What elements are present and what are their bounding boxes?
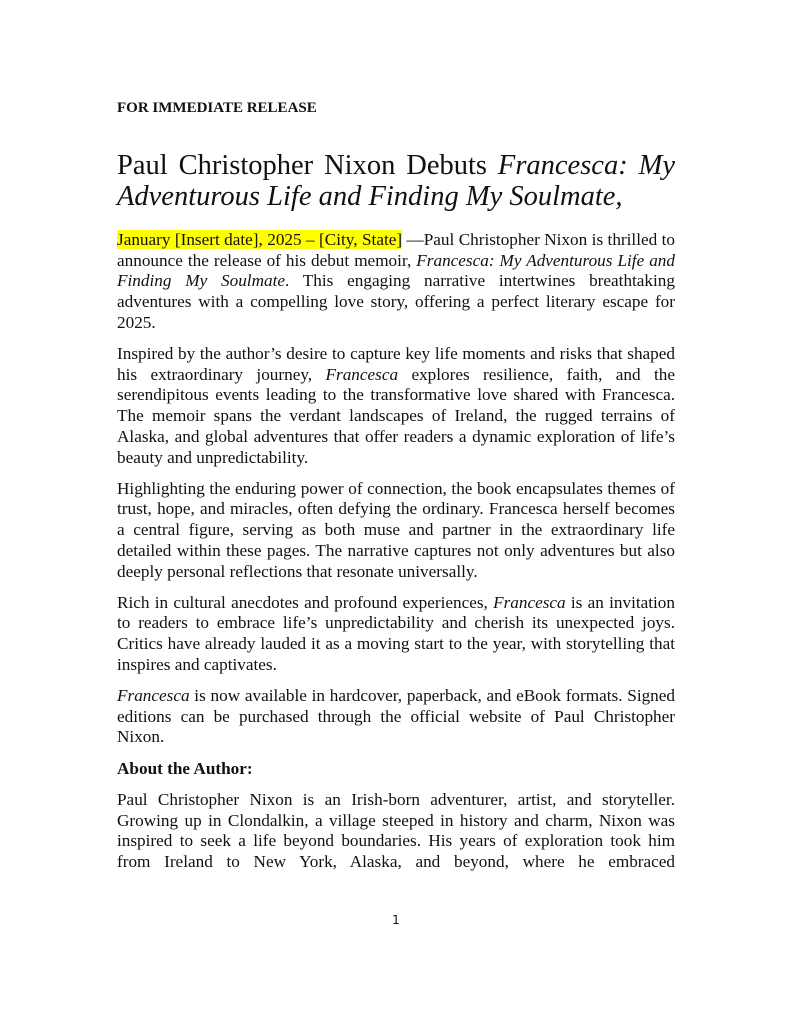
paragraph-availability — [117, 686, 675, 748]
book-title: Francesca — [325, 364, 399, 384]
text: . This engaging narrative intertwines breathtaking adventures with a compelling love story, offering a perfect literary escape for 2025. — [117, 271, 675, 332]
document-body — [117, 230, 675, 883]
highlighted-dateline: January [Insert date], 2025 – [City, State] — [117, 230, 403, 249]
text: —Paul Christopher Nixon is thrilled to announce the release of his debut memoir, — [117, 230, 675, 270]
paragraph-critics — [117, 593, 675, 676]
text: Rich in cultural anecdotes and profound experiences, — [117, 592, 494, 612]
page-number: 1 — [392, 913, 400, 927]
title-plain: Paul Christopher Nixon Debuts — [117, 150, 498, 181]
text: is an invitation to readers to embrace life’s unpredictability and cherish its unexpected joys. Critics have already lauded it as a moving start to the year, with storytelling that inspires and captivates. — [117, 592, 675, 674]
paragraph-about-author: Paul Christopher Nixon is an Irish-born adventurer, artist, and storyteller. Growing up in Clondalkin, a village steeped in history and charm, Nixon was inspired to seek a life beyond boundaries. His years of exploration took him from Ireland to New York, Alaska, and beyond, where he embraced — [117, 789, 675, 871]
about-heading: About the Author: — [117, 758, 253, 778]
book-title: Francesca — [493, 592, 566, 612]
book-title: Francesca: My Adventurous Life and Finding My Soulmate — [117, 250, 675, 291]
text: explores resilience, faith, and the serendipitous events leading to the transformative love shared with Francesca. The memoir spans the verdant landscapes of Ireland, the rugged terrains of Alaska, and global adventures that offer readers a dynamic exploration of life’s beauty and unpredictability. — [117, 364, 675, 467]
title-book-name: Francesca: My Adventurous Life and Finding My Soulmate, — [117, 150, 675, 212]
book-title: Francesca — [117, 686, 190, 706]
paragraph-intro — [117, 230, 675, 334]
text: is now available in hardcover, paperback, and eBook formats. Signed editions can be purchased through the official website of Paul Christopher Nixon. — [117, 686, 675, 747]
page-title — [117, 150, 675, 212]
paragraph-themes: Highlighting the enduring power of connection, the book encapsulates themes of trust, hope, and miracles, often defying the ordinary. Francesca herself becomes a central figure, serving as both muse and partner in the extraordinary life detailed within these pages. The narrative captures not only adventures but also deeply personal reflections that resonate universally. — [117, 478, 675, 581]
paragraph-inspiration — [117, 344, 675, 468]
release-label: FOR IMMEDIATE RELEASE — [117, 100, 317, 116]
text: Inspired by the author’s desire to capture key life moments and risks that shaped his extraordinary journey, — [117, 344, 675, 384]
